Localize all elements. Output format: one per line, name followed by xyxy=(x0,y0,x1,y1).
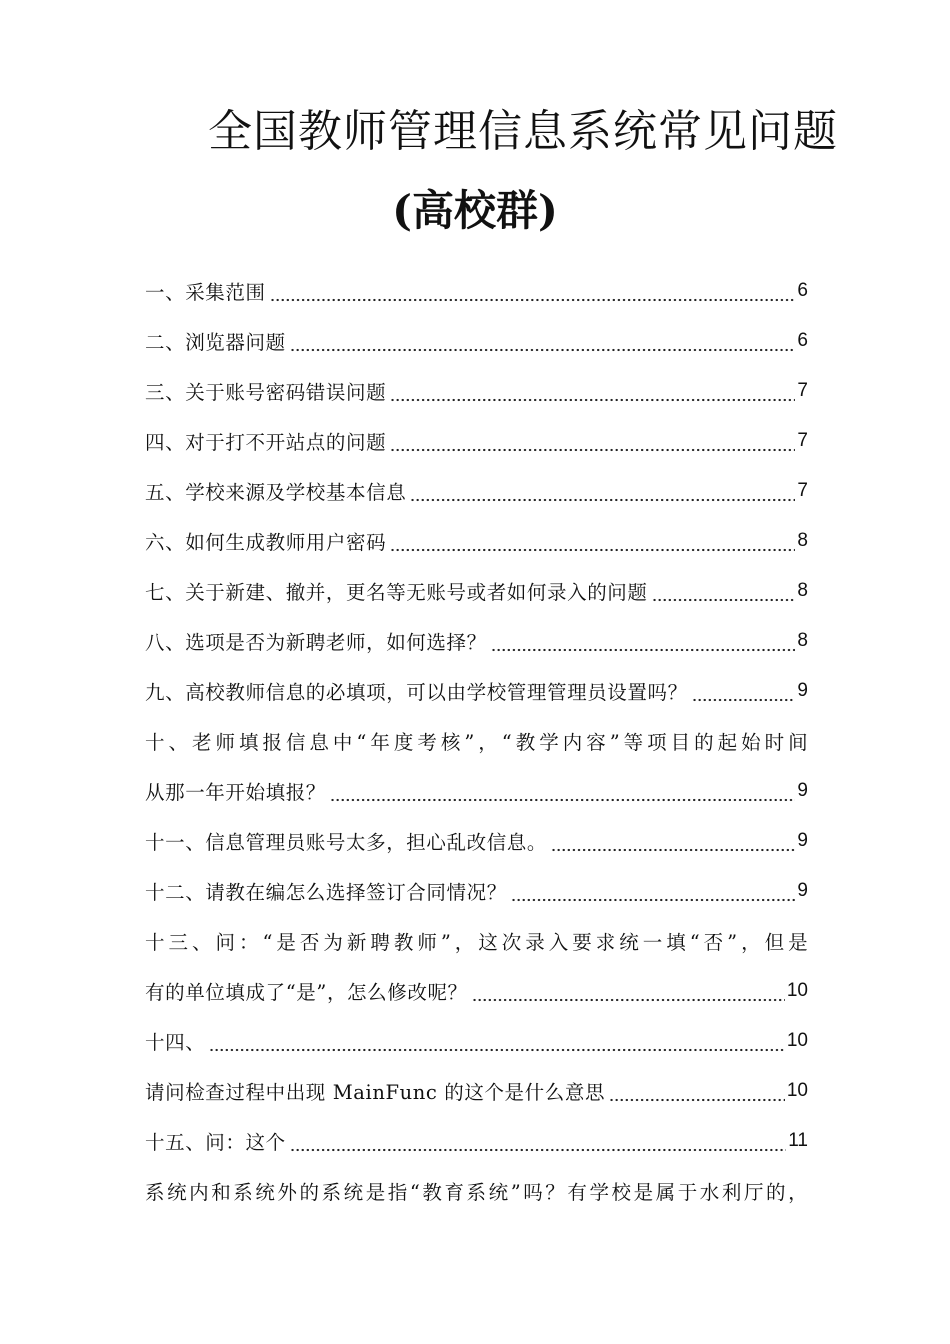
toc-page-number: 9 xyxy=(797,780,808,801)
toc-dot-leader xyxy=(390,548,795,552)
toc-entry-text: 九、高校教师信息的必填项，可以由学校管理管理员设置吗？ xyxy=(145,681,688,704)
toc-entry-text: 五、学校来源及学校基本信息 xyxy=(145,481,407,504)
toc-entry-text: 有的单位填成了“是”，怎么修改呢？ xyxy=(145,981,468,1004)
toc-entry-text: 十、老师填报信息中“年度考核”，“教学内容”等项目的起始时间 xyxy=(145,731,808,754)
toc-entry[interactable] xyxy=(145,266,808,316)
toc-page-number: 8 xyxy=(797,630,808,651)
toc-entry-text: 三、关于账号密码错误问题 xyxy=(145,381,387,404)
toc-entry[interactable] xyxy=(145,316,808,366)
toc-dot-leader xyxy=(692,698,796,702)
toc-entry[interactable] xyxy=(145,816,808,866)
toc-entry[interactable] xyxy=(145,1016,808,1066)
toc-dot-leader xyxy=(410,498,795,502)
toc-page-number: 9 xyxy=(797,680,808,701)
toc-entry[interactable] xyxy=(145,616,808,666)
toc-dot-leader xyxy=(472,998,785,1002)
toc-page-number: 6 xyxy=(797,330,808,351)
toc-entry-text: 七、关于新建、撤并，更名等无账号或者如何录入的问题 xyxy=(145,581,648,604)
toc-entry-text: 系统内和系统外的系统是指“教育系统”吗？有学校是属于水利厅的， xyxy=(145,1181,808,1204)
toc-entry[interactable] xyxy=(145,516,808,566)
toc-dot-leader xyxy=(209,1048,785,1052)
toc-page-number: 9 xyxy=(797,880,808,901)
document-title: 全国教师管理信息系统常见问题 xyxy=(208,106,838,157)
toc-entry-text: 十五、问：这个 xyxy=(145,1131,286,1154)
toc-dot-leader xyxy=(390,448,795,452)
toc-entry[interactable] xyxy=(145,666,808,716)
toc-page-number: 9 xyxy=(797,830,808,851)
toc-page-number: 10 xyxy=(786,1030,808,1051)
toc-entry[interactable] xyxy=(145,916,808,966)
toc-dot-leader xyxy=(609,1098,785,1102)
toc-entry[interactable] xyxy=(145,1166,808,1216)
toc-dot-leader xyxy=(551,848,795,852)
toc-page-number: 11 xyxy=(788,1130,808,1151)
toc-entry-text: 请问检查过程中出现 MainFunc 的这个是什么意思 xyxy=(145,1081,606,1104)
toc-dot-leader xyxy=(652,598,796,602)
toc-entry-text: 十四、 xyxy=(145,1031,206,1054)
toc-entry[interactable] xyxy=(145,366,808,416)
toc-entry[interactable] xyxy=(145,966,808,1016)
toc-entry[interactable] xyxy=(145,866,808,916)
toc-page-number: 7 xyxy=(797,380,808,401)
toc-page-number: 7 xyxy=(797,480,808,501)
toc-entry[interactable] xyxy=(145,716,808,766)
toc-dot-leader xyxy=(511,898,796,902)
toc-entry-text: 一、采集范围 xyxy=(145,281,266,304)
toc-page-number: 8 xyxy=(797,580,808,601)
toc-dot-leader xyxy=(491,648,796,652)
toc-dot-leader xyxy=(330,798,796,802)
toc-dot-leader xyxy=(390,398,795,402)
toc-page-number: 10 xyxy=(786,1080,808,1101)
toc-entry-text: 四、对于打不开站点的问题 xyxy=(145,431,387,454)
toc-entry-text: 二、浏览器问题 xyxy=(145,331,286,354)
toc-page-number: 6 xyxy=(797,280,808,301)
toc-entry-text: 十三、问：“是否为新聘教师”，这次录入要求统一填“否”，但是 xyxy=(145,931,808,954)
document-subtitle: (高校群) xyxy=(392,186,558,235)
toc-entry[interactable] xyxy=(145,566,808,616)
toc-entry[interactable] xyxy=(145,1066,808,1116)
toc-entry-text: 六、如何生成教师用户密码 xyxy=(145,531,387,554)
table-of-contents xyxy=(145,266,808,1216)
toc-entry[interactable] xyxy=(145,466,808,516)
toc-entry-text: 十一、信息管理员账号太多，担心乱改信息。 xyxy=(145,831,548,854)
toc-entry[interactable] xyxy=(145,1116,808,1166)
toc-dot-leader xyxy=(290,348,796,352)
toc-page-number: 10 xyxy=(786,980,808,1001)
toc-dot-leader xyxy=(290,1148,787,1152)
toc-entry-text: 从那一年开始填报？ xyxy=(145,781,326,804)
toc-page-number: 8 xyxy=(797,530,808,551)
toc-entry[interactable] xyxy=(145,766,808,816)
toc-entry-text: 十二、请教在编怎么选择签订合同情况？ xyxy=(145,881,507,904)
toc-dot-leader xyxy=(270,298,796,302)
toc-page-number: 7 xyxy=(797,430,808,451)
toc-entry-text: 八、选项是否为新聘老师，如何选择？ xyxy=(145,631,487,654)
toc-entry[interactable] xyxy=(145,416,808,466)
